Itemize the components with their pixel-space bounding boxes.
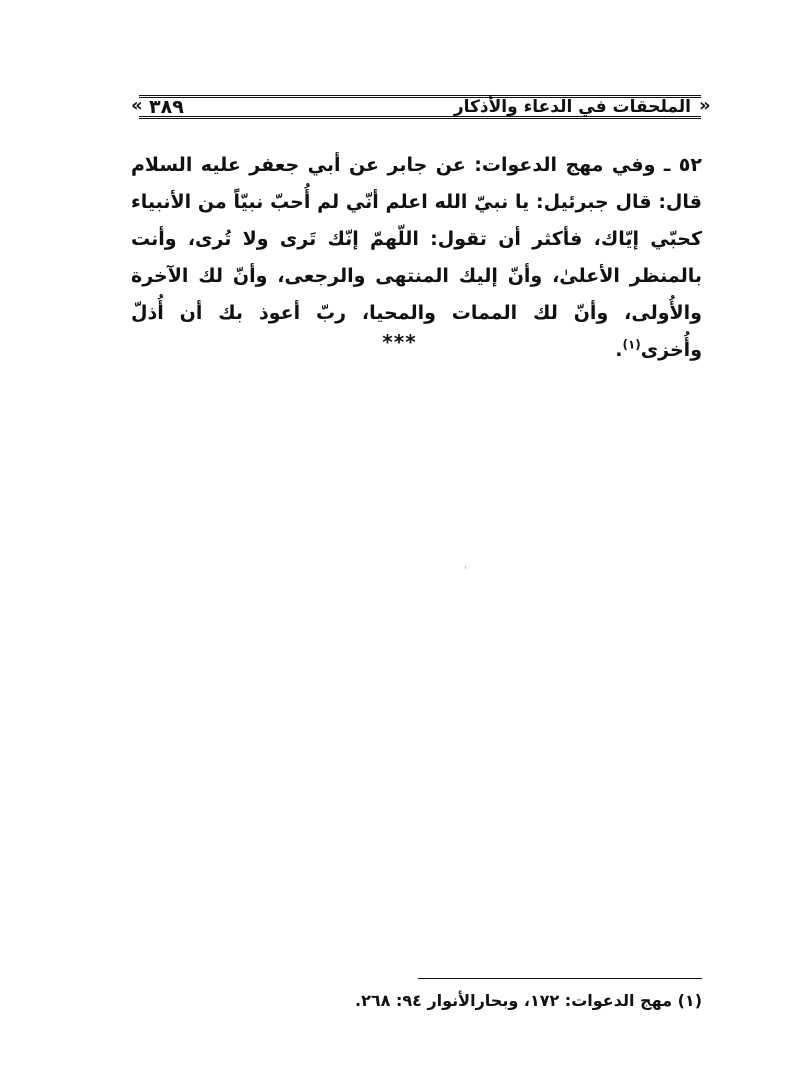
footnote-reference: (١) [622,337,641,352]
paragraph-text: ـ وفي مهج الدعوات: عن جابر عن أبي جعفر عليه السلام قال: قال جبرئيل: يا نبيّ الله اعلم أنّي لم أُحبّ نبيّاً من الأنبياء كحبّي إيّاك، فأكثر أن تقول: اللّهمّ إنّك تَرى ولا تُرى، وأنت بالمنظر الأعلىٰ، وأنّ إليك المنتهى والرجعى، وأنّ لك الآخرة والأُولى، وأنّ لك الممات والمحيا، ربّ أعوذ بك أن أُذلّ وأُخزى [131,154,702,361]
paragraph-end: . [615,339,623,361]
footnote-rule [418,978,702,979]
scan-speck [465,566,466,569]
footnote: (١) مهج الدعوات: ١٧٢، وبحارالأنوار ٩٤: ٢٦٨. [355,991,702,1010]
header-ornament-right: » [699,95,711,116]
header-ornament-left: « [131,95,143,116]
running-title: الملحقات في الدعاء والأذكار [453,97,691,117]
paragraph-number: ٥٢ [678,154,702,176]
page-header [131,91,711,123]
page-number: ٣٨٩ [149,96,184,118]
section-separator: *** [382,330,417,354]
